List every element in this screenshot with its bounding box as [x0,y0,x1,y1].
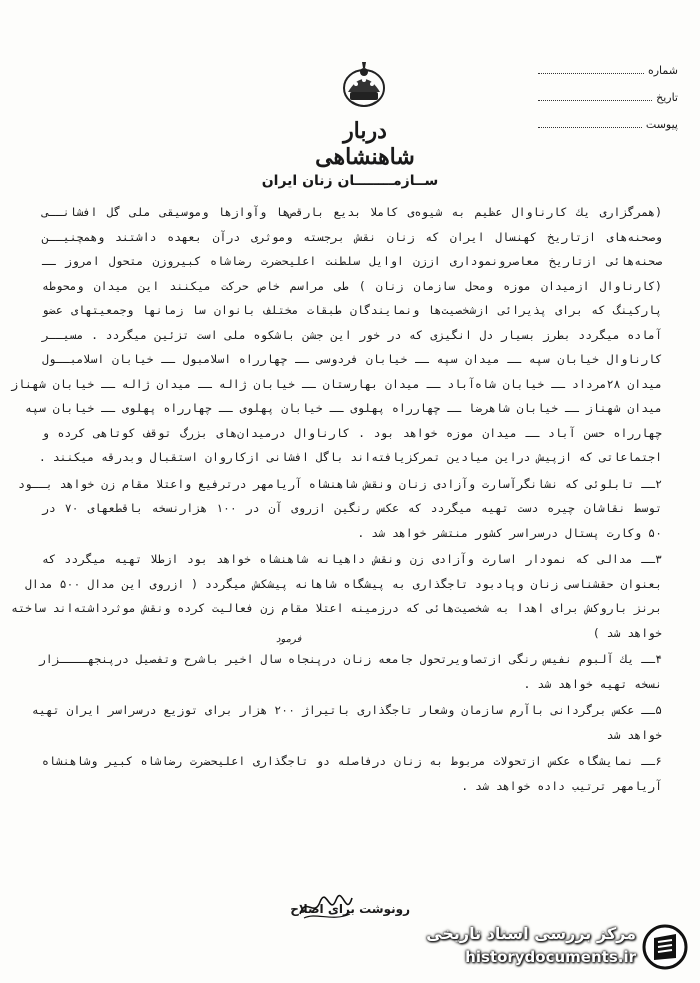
archive-name: مرکز بررسی اسناد تاریخی [426,924,636,943]
letterhead-fields [538,64,678,145]
body-line: برنز باروكش برای اهدا به شخصیت‌هائی كه درزمینه اعتلا مقام زن فعالیت كرده ونقش موثرداشته‌اند ساخته [11,601,662,615]
body-line: كارناوال خیابان سپه ــ میدان سپه ــ خیابان فردوسی ــ چهارراه اسلامبول ــ خیابان اسلامبــول [42,352,662,366]
body-line: (همرگزاری یك كارناوال عظیم به شیوه‌ی كاملا بدیع بارقص‌ها وآوازها وموسیقی ملی گل افشانــی [42,205,662,219]
body-line: ۳ــ مدالی كه نمودار اسارت وآزادی زن ونقش داهیانه شاهنشاه خواهد بود ازطلا تهیه میگردد كه [42,552,662,566]
archive-watermark [388,922,688,974]
date-label: تاریخ [656,91,678,104]
body-line: آماده میگردد بطرز بسیار دل انگیزی كه در خور این جشن باشكوه ملی است تزئین میگردد . مسیــر [42,327,662,342]
number-label: شماره [647,64,678,77]
paragraph-2 [18,472,662,546]
number-blank [538,73,644,74]
paragraph-6 [42,749,662,798]
cc-line: رونوشت برای اصلاح [290,902,410,916]
attachment-blank [538,127,642,128]
body-line: چهارراه حسن آباد ــ میدان موزه خواهد بود . كارناوال درمیدان‌های بزرگ توقف كوتاهی كرده و [42,425,662,440]
paragraph-5 [31,698,662,747]
body-line: ۵ــ عكس برگردانی باآرم سازمان وشعار تاجگذاری باتیراژ ۲۰۰ هزار برای توزیع درسراسر ایران تهیه [31,703,662,717]
body-line: صحنه‌هائی ازتاریخ معاصرونموداری اززن اوایل سلطنت اعلیحضرت رضاشاه كبیروزن متحول امروز ــ [42,254,662,268]
body-line: ۵۰ وكارت پستال درسراسر كشور منتشر خواهد شد . [357,525,662,540]
number-field [538,64,678,91]
archive-url: historydocuments.ir [465,948,636,966]
body-line: میدان ۲۸مرداد ــ خیابان شاه‌آباد ــ میدان بهارستان ــ خیابان ژاله ــ میدان ژاله ــ خیابان شهناز [11,376,662,391]
body-line: وصحنه‌های ازتاریخ كهنسال ایران كه زنان نقش برجسته وموثری درآن بعهده داشتند وهمچنیــن [42,229,662,244]
body-line: اجتماعاتی كه ازپیش دراین میادین تمركزیافته‌اند باگل افشانی ازكاروان استقبال وبدرقه میكنند . [38,450,662,464]
body-line: ۲ــ تابلوئی كه نشانگرآسارت وآزادی زنان ونقش شاهنشاه آریامهر درترفیع واعتلا مقام زن خواهد بــود [18,476,662,491]
date-blank [538,100,652,101]
paragraph-4 [38,647,662,696]
document-body [11,200,662,798]
body-line: میدان شهناز ــ خیابان شاهرضا ــ چهارراه پهلوی ــ خیابان پهلوی ــ چهارراه پهلوی ــ خیابان سپه [25,401,662,415]
body-line: بعنوان حقشناسی زنان وپادبود تاجگذاری به پیشگاه شاهانه پیشكش میگردد ( ازروی این مدال ۵۰۰ مدال [25,576,662,591]
body-line: نسخه تهیه خواهد شد . [523,676,662,691]
body-line: ۴ــ یك آلبوم نفیس رنگی ازتصاویرتحول جامعه زنان درپنجاه سال اخیر باشرح وتفصیل درپنجهــــزار [38,652,662,666]
court-name: دربار شاهنشاهی [315,118,415,170]
attachment-label: پیوست [645,118,678,131]
paragraph-1 [11,200,662,470]
interlinear-note: فرمود [276,634,302,645]
signature-icon [296,888,356,924]
date-field [538,91,678,118]
body-line: خواهد شد [606,727,662,742]
body-line: (كارناوال ازمیدان موزه ومحل سازمان زنان ) طی مراسم خاص حركت میكنند این میدان ومحوطه [42,278,662,293]
body-line: توسط نقاشان چیره دست تهیه میگردد كه عكس رنگین ازروی آن در ۱۰۰ هزارنسخه باقطعهای ۷۰ در [42,501,662,515]
body-line: ۶ــ نمایشگاه عكس ازتحولات مربوط به زنان درفاصله دو تاجگذاری اعلیحضرت رضاشاه كبیر وشاهنشاه [42,754,662,768]
body-line: پاركینگ كه برای پذیرائی ازشخصیت‌ها ونمایندگان طبقات مختلف بانوان سا زمانها وجمعیتهای عضو [42,303,662,317]
body-line: خواهد شد ) [592,625,662,640]
crown-emblem-icon [336,58,392,114]
attachment-field [538,118,678,145]
body-line: آریامهر ترتیب داده خواهد شد . [461,778,662,793]
archive-logo-icon [642,924,688,970]
document-heading: ســازمــــــــان زنان ایران [261,173,439,189]
paragraph-3 [11,547,662,645]
